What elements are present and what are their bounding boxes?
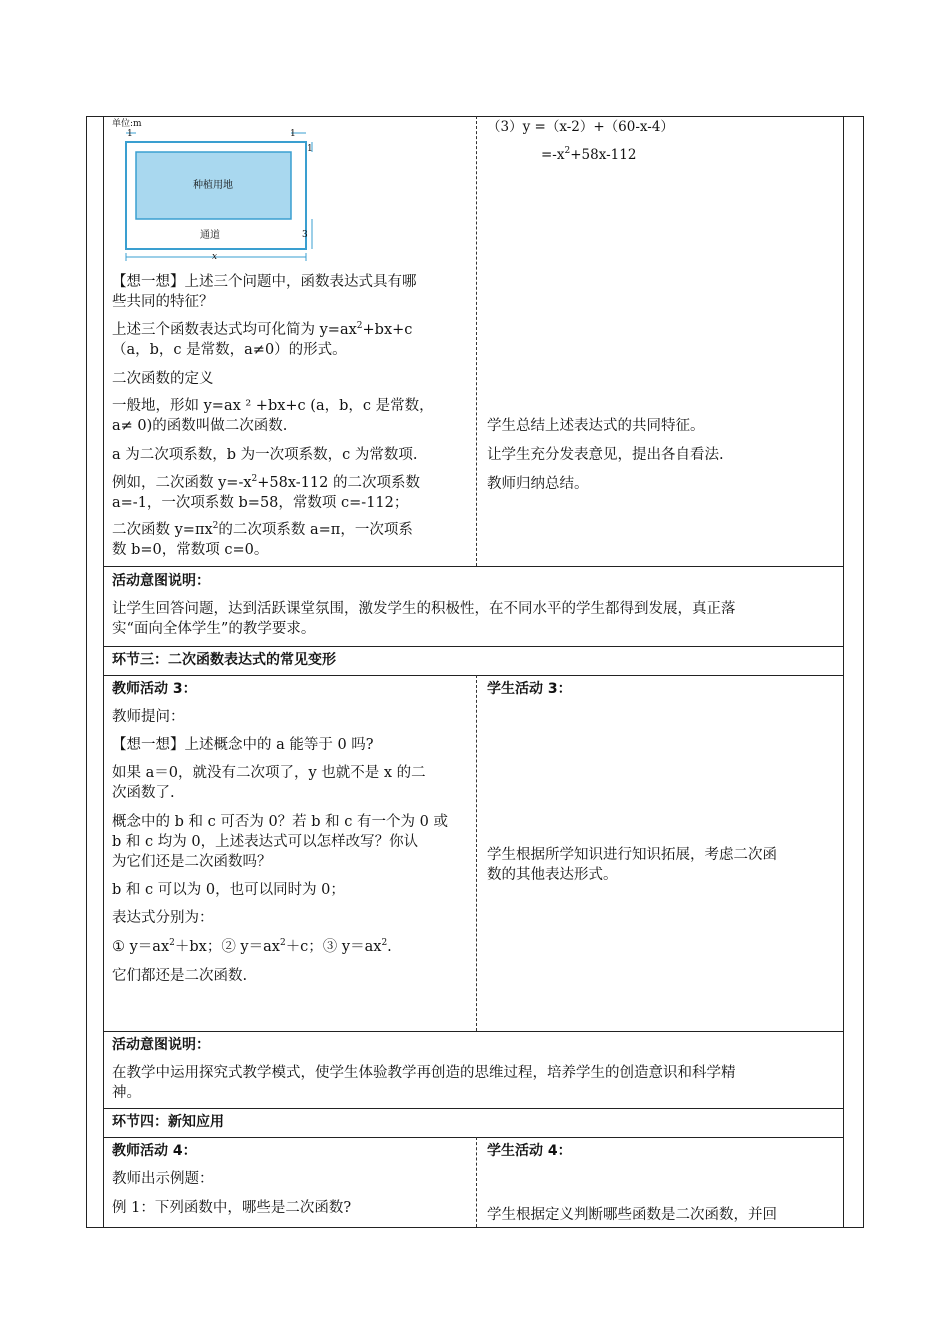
teacher-summary: 教师归纳总结。 <box>487 476 589 492</box>
plot-label: 种植用地 <box>193 180 233 191</box>
answer-a-zero: 如果 a＝0，就没有二次项了，y 也就不是 x 的二 次函数了. <box>112 765 426 801</box>
teacher-activity-3-title: 教师活动 3： <box>112 681 197 697</box>
teacher-activity-4-line-2: 例 1：下列函数中，哪些是二次函数? <box>112 1200 352 1216</box>
plot-figure <box>110 117 325 263</box>
bottom-border <box>86 1227 864 1228</box>
question-b-c: 概念中的 b 和 c 可否为 0？若 b 和 c 有一个为 0 或 b 和 c 均为 0，上述表达式可以怎样改写？你认 为它们还是二次函数吗？ <box>112 814 448 870</box>
example-1-text: 例如，二次函数 $y=-x^2+58x-112$ 的二次项系数 a=-1，一次项系数 b=58，常数项 c=-112； <box>112 474 420 511</box>
row-divider <box>103 675 844 676</box>
coefficient-text: a 为二次项系数，b 为一次项系数，c 为常数项. <box>112 447 418 463</box>
row-divider <box>103 646 844 647</box>
equation-line-2: $=-x^2+58x-112$ <box>541 146 637 163</box>
outer-right-border <box>863 116 864 1228</box>
teacher-ask: 教师提问： <box>112 709 185 725</box>
intent-2-text: 在教学中运用探究式教学模式，使学生体验教学再创造的思维过程，培养学生的创造意识和科学精 神。 <box>112 1065 736 1101</box>
inner-right-border <box>843 116 844 1228</box>
think-a-zero: 【想一想】上述概念中的 a 能等于 0 吗? <box>112 737 374 753</box>
simplify-text: 上述三个函数表达式均可化简为 $y=ax^2+bx+c$ （a，b，c 是常数，a≠0）的形式。 <box>112 321 413 358</box>
student-summary: 学生总结上述表达式的共同特征。 <box>487 418 705 434</box>
section-3-title: 环节三：二次函数表达式的常见变形 <box>112 652 336 668</box>
dim-x-label: x <box>212 252 218 262</box>
teacher-activity-4-line-1: 教师出示例题： <box>112 1171 214 1187</box>
teacher-activity-4-title: 教师活动 4： <box>112 1143 197 1159</box>
expression-title: 表达式分别为： <box>112 910 214 926</box>
student-activity-4-line-1: 学生根据定义判断哪些函数是二次函数，并回 <box>487 1207 777 1223</box>
dim-bottom-label: 3 <box>302 230 308 240</box>
student-activity-3-text: 学生根据所学知识进行知识拓展，考虑二次函 数的其他表达形式。 <box>487 847 777 883</box>
intent-1-text: 让学生回答问题，达到活跃课堂氛围，激发学生的积极性，在不同水平的学生都得到发展，真正落 实“面向全体学生”的教学要求。 <box>112 601 736 637</box>
path-label: 通道 <box>200 230 220 241</box>
unit-label: 单位:m <box>112 119 142 129</box>
intent-2-title: 活动意图说明： <box>112 1037 210 1053</box>
dim-top-label: 1 <box>307 144 313 154</box>
think-question: 【想一想】上述三个问题中，函数表达式具有哪 些共同的特征？ <box>112 274 417 310</box>
expression-forms: ① $y=ax^2+bx$；② $y=ax^2+c$；③ $y=ax^2$. <box>112 938 392 955</box>
example-2-text: 二次函数 $y=\pi x^2$的二次项系数 a=π，一次项系 数 b=0，常数项 c=0。 <box>112 521 413 558</box>
conclusion: 它们都还是二次函数. <box>112 968 248 984</box>
column-divider <box>476 1137 477 1227</box>
dim-right-label: 1 <box>290 129 296 139</box>
equation-line-1: （3）y =（x-2）+（60-x-4） <box>487 119 674 135</box>
student-discussion: 让学生充分发表意见，提出各自看法. <box>487 447 724 463</box>
row-divider <box>103 1031 844 1032</box>
answer-b-c: b 和 c 可以为 0，也可以同时为 0； <box>112 882 345 898</box>
row-divider <box>103 1108 844 1109</box>
definition-title: 二次函数的定义 <box>112 371 214 387</box>
row-divider <box>103 1137 844 1138</box>
row-divider <box>103 566 844 567</box>
intent-1-title: 活动意图说明： <box>112 573 210 589</box>
section-4-title: 环节四：新知应用 <box>112 1114 224 1130</box>
column-divider <box>476 116 477 566</box>
definition-text: 一般地，形如 y=ax ² +bx+c (a，b，c 是常数， a≠ 0)的函数叫做二次函数. <box>112 398 434 434</box>
student-activity-3-title: 学生活动 3： <box>487 681 572 697</box>
column-divider <box>476 675 477 1031</box>
outer-left-border <box>86 116 87 1228</box>
dim-left-label: 1 <box>127 129 133 139</box>
inner-left-border <box>103 116 104 1228</box>
student-activity-4-title: 学生活动 4： <box>487 1143 572 1159</box>
